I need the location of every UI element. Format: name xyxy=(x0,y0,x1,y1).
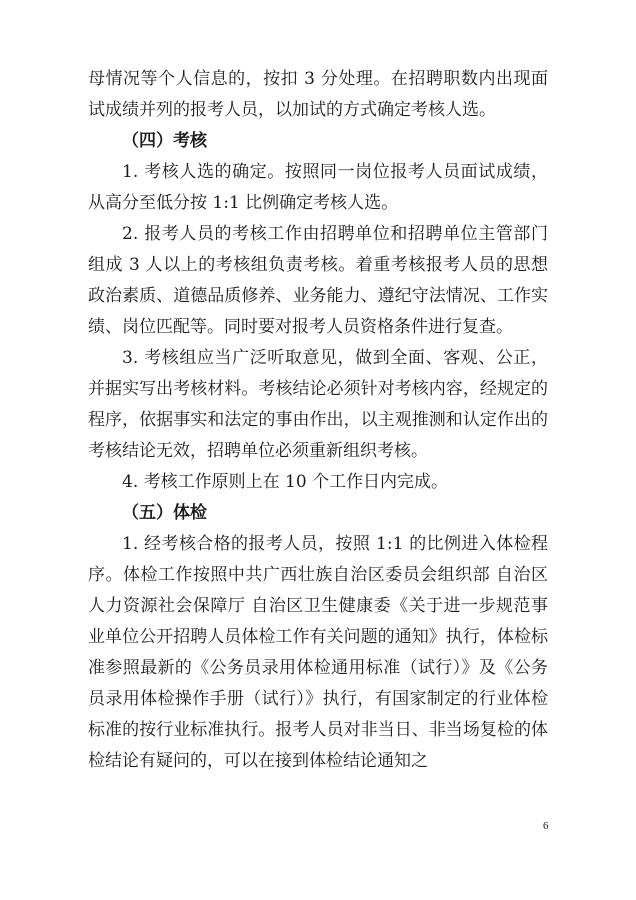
paragraph-assessment-2: 2. 报考人员的考核工作由招聘单位和招聘单位主管部门组成 3 人以上的考核组负责考核。着重考核报考人员的思想政治素质、道德品质修养、业务能力、遵纪守法情况、工作实绩、岗位匹配等。同时要对报考人员资格条件进行复查。 xyxy=(88,224,548,337)
paragraph-assessment-4: 4. 考核工作原则上在 10 个工作日内完成。 xyxy=(122,472,449,492)
paragraph-assessment-3: 3. 考核组应当广泛听取意见，做到全面、客观、公正，并据实写出考核材料。考核结论必须针对考核内容，经规定的程序，依据事实和法定的事由作出，以主观推测和认定作出的考核结论无效，招聘单位必须重新组织考核。 xyxy=(88,348,548,461)
document-body xyxy=(88,64,548,777)
paragraph-continuation: 母情况等个人信息的，按扣 3 分处理。在招聘职数内出现面试成绩并列的报考人员，以加试的方式确定考核人选。 xyxy=(88,69,548,120)
page-number: 6 xyxy=(543,820,549,832)
section-heading-medical-exam: （五）体检 xyxy=(122,503,207,523)
paragraph-medical-exam-1: 1. 经考核合格的报考人员，按照 1:1 的比例进入体检程序。体检工作按照中共广西壮族自治区委员会组织部 自治区人力资源社会保障厅 自治区卫生健康委《关于进一步规范事业单位公开招聘人员体检工作有关问题的通知》执行，体检标准参照最新的《公务员录用体检通用标准（试行）》及《公务员录用体检操作手册（试行）》执行，有国家制定的行业体检标准的按行业标准执行。报考人员对非当日、非当场复检的体检结论有疑问的，可以在接到体检结论通知之 xyxy=(88,534,548,771)
section-heading-assessment: （四）考核 xyxy=(122,131,207,151)
paragraph-assessment-1: 1. 考核人选的确定。按照同一岗位报考人员面试成绩，从高分至低分按 1:1 比例确定考核人选。 xyxy=(88,162,548,213)
